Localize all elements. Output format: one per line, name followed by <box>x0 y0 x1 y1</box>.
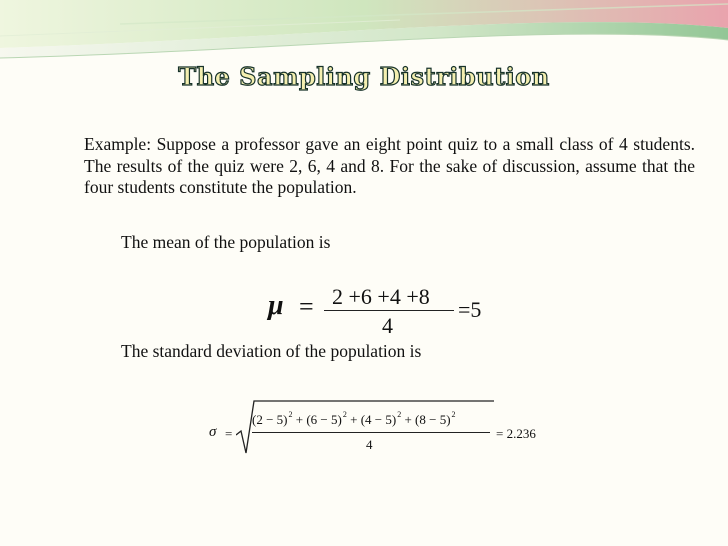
mean-equals: = <box>299 292 314 321</box>
slide-title: The Sampling Distribution <box>178 62 550 91</box>
mean-denominator: 4 <box>382 313 393 338</box>
sd-result: = 2.236 <box>496 426 536 441</box>
sd-denominator: 4 <box>366 437 373 452</box>
sd-intro-text: The standard deviation of the population is <box>121 341 422 361</box>
mu-symbol: μ <box>268 290 284 321</box>
term-3: (4 − 5) <box>360 412 397 427</box>
term-4: (8 − 5) <box>415 412 451 427</box>
sd-equals: = <box>225 426 233 441</box>
exponent-4: 2 <box>451 410 456 419</box>
mean-numerator: 2 +6 +4 +8 <box>332 284 430 309</box>
mean-result: =5 <box>458 297 482 322</box>
sigma-symbol: σ <box>209 424 217 440</box>
plus-2: + <box>350 412 358 427</box>
exponent-2: 2 <box>342 410 347 419</box>
term-2: (6 − 5) <box>306 412 342 427</box>
example-paragraph: Example: Suppose a professor gave an eight point quiz to a small class of 4 students. The results of the quiz were 2, 6, 4 and 8. For the sake of discussion, assume that the four students constitute the population. <box>84 134 695 197</box>
sd-fraction-bar <box>252 432 490 433</box>
sd-numerator <box>252 412 456 428</box>
plus-3: + <box>404 412 412 427</box>
mean-intro-text: The mean of the population is <box>121 232 331 252</box>
exponent-1: 2 <box>288 410 293 419</box>
mean-fraction-bar <box>324 310 454 311</box>
exponent-3: 2 <box>397 410 402 419</box>
plus-1: + <box>295 412 304 427</box>
term-1: (2 − 5) <box>252 412 288 427</box>
